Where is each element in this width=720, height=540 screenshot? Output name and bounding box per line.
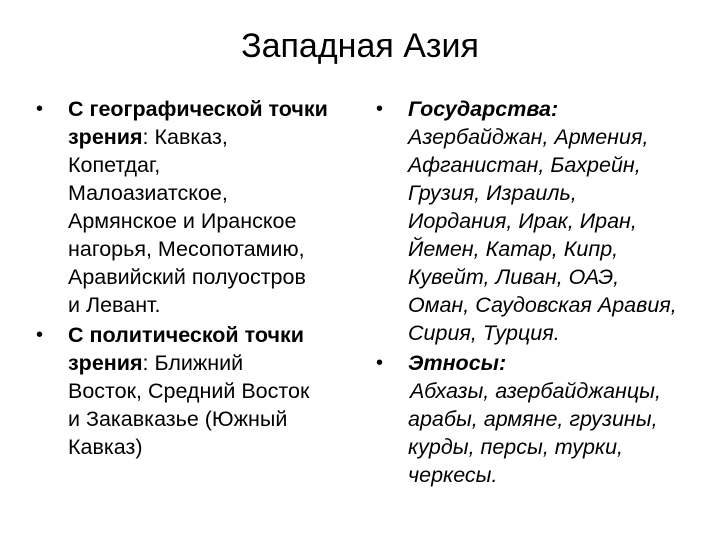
bullet-lead-word: зрения bbox=[68, 351, 143, 375]
bullet-text-line: Азербайджан, Армения, bbox=[408, 125, 649, 149]
bullet-text-line: Абхазы, азербайджанцы, bbox=[410, 379, 661, 403]
bullet-rest-text: : Кавказ, bbox=[142, 125, 228, 149]
bullet-states bbox=[368, 95, 708, 347]
bullet-text-line: Малоазиатское, bbox=[68, 181, 228, 205]
right-column bbox=[368, 95, 708, 489]
bullet-rest-text: : Ближний bbox=[142, 351, 244, 375]
bullet-text-line: арабы, армяне, грузины, bbox=[408, 407, 658, 431]
bullet-text-line: Йемен, Катар, Кипр, bbox=[408, 237, 619, 261]
bullet-text-line: курды, персы, турки, bbox=[408, 435, 623, 459]
bullet-text-line: и Левант. bbox=[68, 293, 161, 317]
bullet-text-line: Афганистан, Бахрейн, bbox=[408, 153, 641, 177]
bullet-text-line: черкесы. bbox=[408, 463, 498, 487]
bullet-lead-line: С географической точки bbox=[68, 97, 328, 121]
bullet-lead-line: Государства: bbox=[408, 97, 559, 121]
bullet-text-line: Копетдаг, bbox=[68, 153, 161, 177]
bullet-text-line: нагорья, Месопотамию, bbox=[68, 237, 305, 261]
bullet-dot: • bbox=[36, 98, 44, 120]
bullet-text-line: и Закавказье (Южный bbox=[68, 407, 288, 431]
bullet-ethnic-groups bbox=[368, 349, 708, 489]
left-column bbox=[28, 95, 358, 461]
bullet-text-line: Армянское и Иранское bbox=[68, 209, 297, 233]
bullet-text-line: Грузия, Израиль, bbox=[408, 181, 577, 205]
bullet-text-line bbox=[68, 349, 358, 377]
bullet-dot: • bbox=[376, 352, 384, 374]
bullet-lead-word: зрения bbox=[68, 125, 143, 149]
bullet-text-line: Аравийский полуостров bbox=[68, 265, 306, 289]
bullet-lead-line: Этносы: bbox=[408, 351, 507, 375]
bullet-text-line bbox=[68, 123, 358, 151]
bullet-text-line: Иордания, Ирак, Иран, bbox=[408, 209, 637, 233]
bullet-text-line: Кувейт, Ливан, ОАЭ, bbox=[408, 265, 620, 289]
bullet-text-line: Сирия, Турция. bbox=[408, 321, 560, 345]
bullet-text-line: Кавказ) bbox=[68, 435, 143, 459]
slide-title: Западная Азия bbox=[241, 27, 479, 65]
bullet-political bbox=[28, 321, 358, 461]
bullet-dot: • bbox=[36, 324, 44, 346]
bullet-text-line: Восток, Средний Восток bbox=[68, 379, 310, 403]
bullet-lead-line: С политической точки bbox=[68, 323, 304, 347]
bullet-text-line: Оман, Саудовская Аравия, bbox=[408, 293, 677, 317]
bullet-geographic bbox=[28, 95, 358, 319]
bullet-dot: • bbox=[376, 98, 384, 120]
